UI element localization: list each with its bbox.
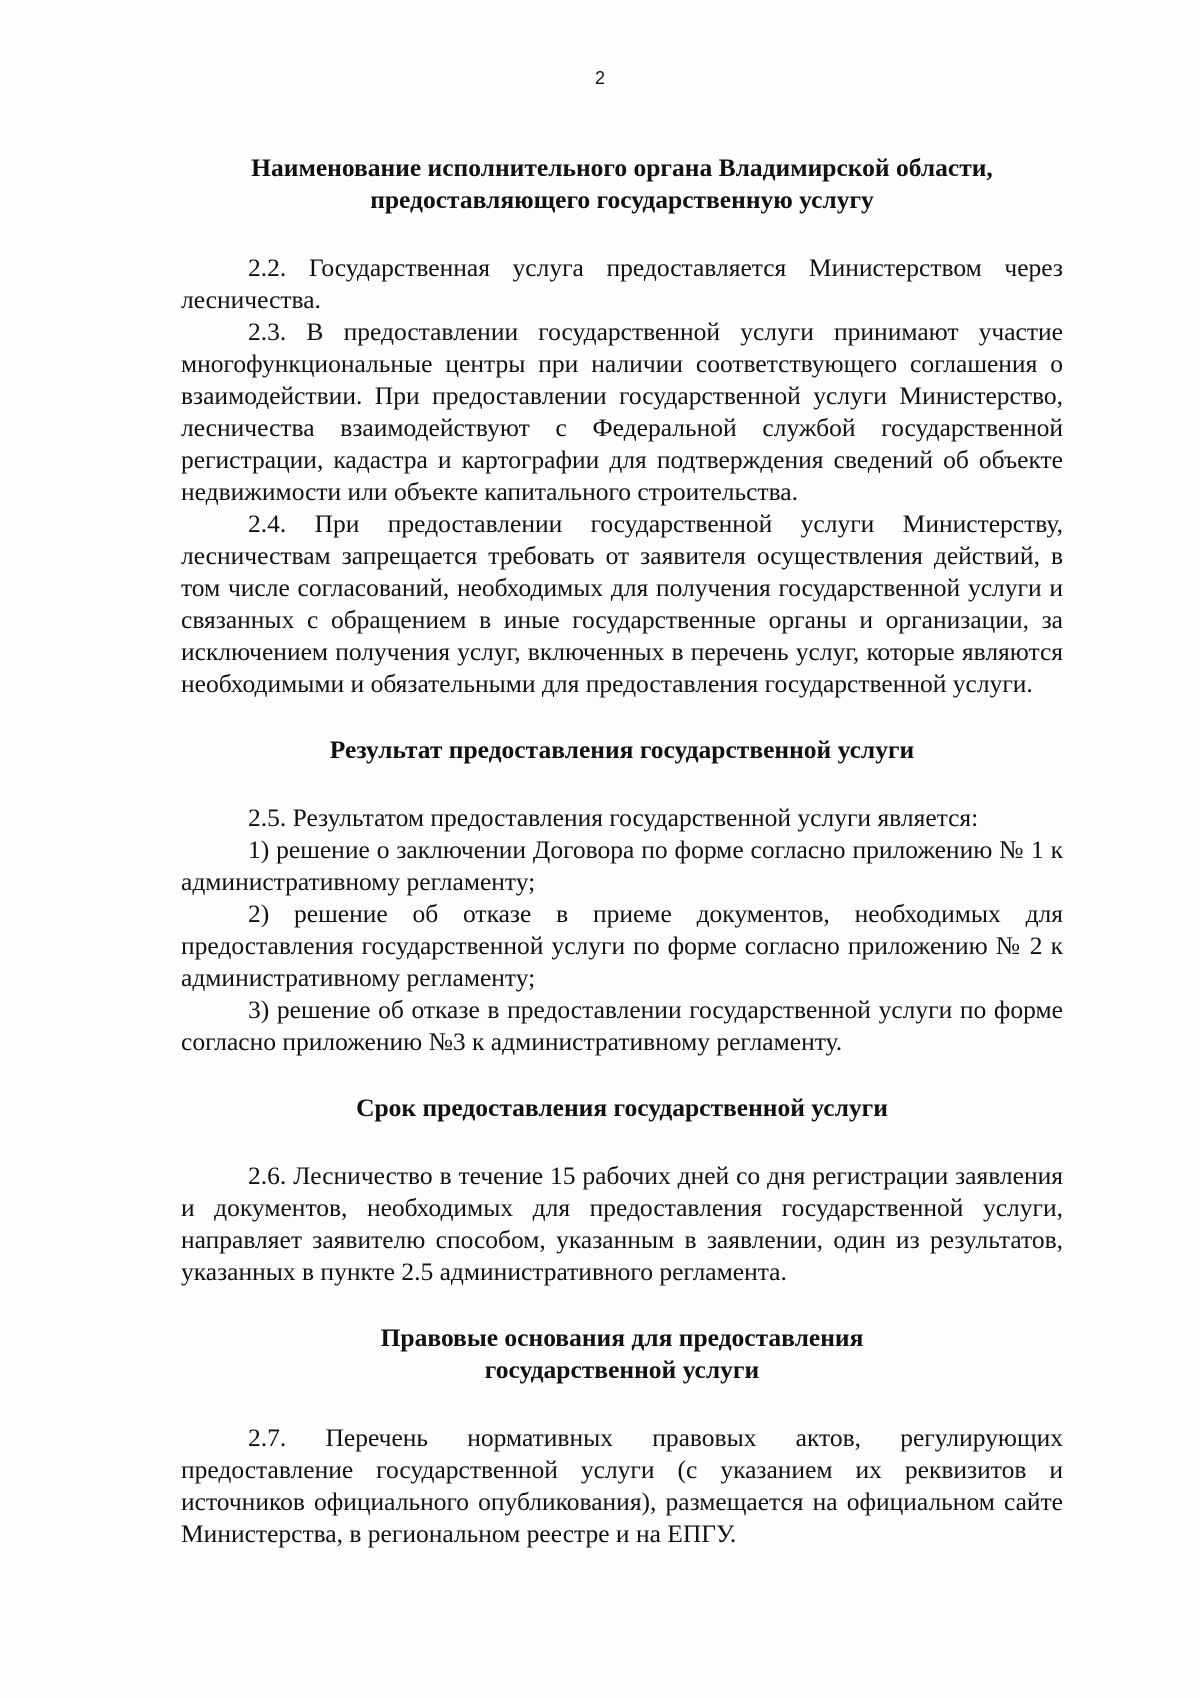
list-item-2: 2) решение об отказе в приеме документов, необходимых для предоставления государственной услуги по форме согласно приложению № 2 к административному регламенту;	[181, 899, 1063, 992]
list-item-3: 3) решение об отказе в предоставлении государственной услуги по форме согласно приложению №3 к административному регламенту.	[181, 995, 1063, 1056]
paragraph-2-5: 2.5. Результатом предоставления государственной услуги является:	[248, 803, 979, 832]
paragraph-2-4: 2.4. При предоставлении государственной услуги Министерству, лесничествам запрещается требовать от заявителя осуществления действий, в том числе согласований, необходимых для получения государственной услуги и связанных с обращением в иные государственные органы и организации, за исключением получения услуг, включенных в перечень услуг, которые являются необходимыми и обязательными для предоставления государственной услуги.	[181, 509, 1063, 698]
section-heading-line: предоставляющего государственную услугу	[370, 185, 874, 214]
section-term	[181, 1092, 1063, 1288]
section-heading-line: Результат предоставления государственной услуги	[329, 735, 915, 764]
page-number: 2	[594, 68, 605, 88]
section-executive-body	[181, 152, 1063, 700]
paragraph-2-2: 2.2. Государственная услуга предоставляется Министерством через лесничества.	[181, 253, 1063, 314]
paragraph-2-6: 2.6. Лесничество в течение 15 рабочих дней со дня регистрации заявления и документов, необходимых для предоставления государственной услуги, направляет заявителю способом, указанным в заявлении, один из результатов, указанных в пункте 2.5 административного регламента.	[181, 1161, 1063, 1286]
section-heading-line: Правовые основания для предоставления	[380, 1323, 864, 1352]
section-result	[181, 734, 1063, 1058]
paragraph-2-7: 2.7. Перечень нормативных правовых актов, регулирующих предоставление государственной услуги (с указанием их реквизитов и источников официального опубликования), размещается на официальном сайте Министерства, в региональном реестре и на ЕПГУ.	[181, 1423, 1063, 1548]
section-legal-basis	[181, 1322, 1063, 1550]
paragraph-2-3: 2.3. В предоставлении государственной услуги принимают участие многофункциональные центры при наличии соответствующего соглашения о взаимодействии. При предоставлении государственной услуги Министерство, лесничества взаимодействуют с Федеральной службой государственной регистрации, кадастра и картографии для подтверждения сведений об объекте недвижимости или объекте капитального строительства.	[181, 317, 1063, 506]
section-heading-line: Наименование исполнительного органа Владимирской области,	[251, 153, 993, 182]
section-heading-line: государственной услуги	[484, 1355, 760, 1384]
document-body	[181, 152, 1063, 1550]
list-item-1: 1) решение о заключении Договора по форме согласно приложению № 1 к административному регламенту;	[181, 835, 1063, 896]
section-heading-line: Срок предоставления государственной услуги	[356, 1093, 888, 1122]
